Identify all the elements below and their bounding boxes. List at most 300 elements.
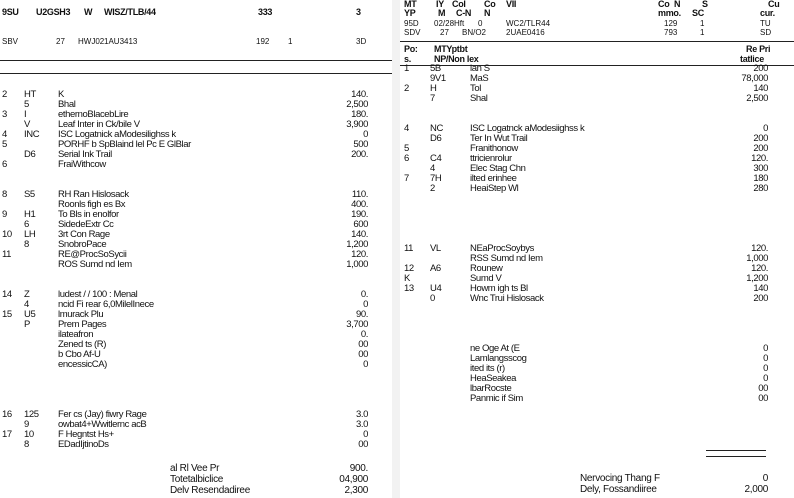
line-item-material: 9 [24, 420, 29, 430]
header-cell: M [438, 8, 446, 18]
line-item-material: 4 [24, 300, 29, 310]
line-item-position: 1 [404, 64, 409, 74]
line-item-material: NC [430, 124, 443, 134]
header-cell: YP [404, 8, 416, 18]
line-item-row [400, 374, 794, 384]
line-item-position: 5 [2, 140, 7, 150]
line-item-price: 200 [753, 64, 768, 74]
line-item-row [0, 180, 392, 190]
line-item-material: V [24, 120, 30, 130]
line-item-price: 200 [753, 134, 768, 144]
line-item-price: 00 [358, 440, 368, 450]
line-item-row [0, 100, 392, 110]
line-item-description: Howm igh ts Bl [470, 284, 528, 294]
line-item-price: 110. [351, 190, 368, 200]
line-item-row [400, 394, 794, 404]
line-item-description: ROS Sumd nd Iem [58, 260, 132, 270]
total-label: Totetalbiclice [170, 474, 224, 485]
line-item-row [0, 220, 392, 230]
line-item-description: ethernoBlacebLire [58, 110, 129, 120]
line-item-description: SidedeExtr Cc [58, 220, 114, 230]
sub-cell: 192 [256, 37, 270, 46]
line-item-price: 200. [351, 150, 368, 160]
line-item-price: 78,000 [741, 74, 768, 84]
header-cell: cur. [760, 8, 775, 18]
line-item-row [0, 420, 392, 430]
line-item-row [0, 190, 392, 200]
line-item-row [0, 380, 392, 390]
line-item-row [0, 260, 392, 270]
line-item-description: owbat4+Wwitlernc acB [58, 420, 147, 430]
line-item-row [400, 144, 794, 154]
line-item-description: ne Oge At (E [470, 344, 520, 354]
sub-cell: BN/O2 [462, 28, 487, 37]
line-item-description: HeaSeakea [470, 374, 517, 384]
line-item-material: 8 [24, 440, 29, 450]
line-item-material: D6 [24, 150, 36, 160]
line-item-row [400, 424, 794, 434]
line-item-description: Shal [470, 94, 488, 104]
line-item-description: HeaiStep Wl [470, 184, 519, 194]
line-item-price: 140 [753, 84, 768, 94]
line-item-row [0, 300, 392, 310]
line-item-row [400, 204, 794, 214]
line-item-material: 2 [430, 184, 435, 194]
line-item-row [400, 184, 794, 194]
sub-cell: 3D [356, 37, 367, 46]
line-item-price: 140. [351, 90, 368, 100]
line-item-row [400, 174, 794, 184]
line-item-row [0, 350, 392, 360]
line-item-row [400, 94, 794, 104]
sub-cell: 2UAE0416 [506, 28, 545, 37]
total-label: Dely, Fossandiiree [580, 484, 657, 495]
line-item-price: 120. [751, 154, 768, 164]
line-item-material: D6 [430, 134, 442, 144]
line-item-description: Prem Pages [58, 320, 107, 330]
line-item-row [400, 104, 794, 114]
line-item-description: b Cbo Af-U [58, 350, 101, 360]
sub-cell: 02/28Hft [434, 19, 465, 28]
line-item-description: PORHF b SpBlaind lel Pc E GlBlar [58, 140, 191, 150]
sum-rule [706, 450, 766, 451]
line-item-row [0, 90, 392, 100]
line-item-row [0, 120, 392, 130]
total-value: 2,300 [344, 485, 368, 496]
line-item-position: 6 [404, 154, 409, 164]
header-cell: U2GSH3 [36, 7, 71, 17]
table-rule [0, 60, 392, 61]
line-item-position: 5 [404, 144, 409, 154]
line-item-material: 7H [430, 174, 442, 184]
header-cell: IY [436, 0, 444, 9]
header-cell: VII [506, 0, 517, 9]
line-item-row [400, 234, 794, 244]
line-item-row [400, 214, 794, 224]
right-document-page [400, 0, 794, 498]
sub-cell: 27 [440, 28, 449, 37]
line-item-description: MaS [470, 74, 489, 84]
line-item-price: 300 [753, 164, 768, 174]
line-item-row [400, 154, 794, 164]
line-item-price: 180 [753, 174, 768, 184]
total-row [0, 485, 392, 496]
line-item-material: 7 [430, 94, 435, 104]
line-item-description: Lamlangsscog [470, 354, 527, 364]
line-item-material: Z [24, 290, 30, 300]
line-item-row [400, 344, 794, 354]
line-item-row [400, 304, 794, 314]
line-item-row [400, 334, 794, 344]
line-item-row [400, 194, 794, 204]
line-item-price: 200 [753, 144, 768, 154]
line-item-price: 180. [351, 110, 368, 120]
line-item-material: 4 [430, 164, 435, 174]
line-item-price: 400. [351, 200, 368, 210]
column-header-material: NP/Non lex [434, 54, 479, 64]
line-item-description: K [58, 90, 64, 100]
line-item-price: 1,200 [746, 274, 768, 284]
line-item-price: 3.0 [355, 410, 368, 420]
line-item-description: Leaf Inter in Ck/bile V [58, 120, 140, 130]
line-item-description: Tol [470, 84, 481, 94]
column-header-material: MTYptbt [434, 44, 468, 54]
sub-cell: 1 [700, 28, 705, 37]
line-item-description: ncid Fi rear 6,0MilelInece [58, 300, 154, 310]
line-item-material: A6 [430, 264, 441, 274]
line-item-row [400, 324, 794, 334]
line-item-description: encessicCA) [58, 360, 107, 370]
line-item-material: 6 [24, 220, 29, 230]
line-item-position: 16 [2, 410, 12, 420]
line-item-row [400, 384, 794, 394]
line-item-position: 15 [2, 310, 12, 320]
line-item-description: Rounew [470, 264, 503, 274]
line-item-price: 1,000 [346, 260, 368, 270]
sub-cell: 27 [56, 37, 65, 46]
line-item-material: H [430, 84, 437, 94]
table-rule [0, 73, 392, 74]
line-item-description: Wnc Trui Hislosack [470, 294, 544, 304]
line-item-row [0, 370, 392, 380]
line-item-row [0, 160, 392, 170]
line-item-description: Ter In Wut Trail [470, 134, 528, 144]
line-item-row [0, 320, 392, 330]
line-item-price: 00 [758, 394, 768, 404]
line-item-row [0, 210, 392, 220]
total-label: Nervocing Thang F [580, 473, 660, 484]
line-item-price: 3.0 [355, 420, 368, 430]
line-item-description: ited its (r) [470, 364, 505, 374]
line-item-position: 7 [404, 174, 409, 184]
line-item-row [0, 280, 392, 290]
line-item-position: 4 [404, 124, 409, 134]
line-item-price: 500 [353, 140, 368, 150]
line-item-description: To Bls in enolfor [58, 210, 119, 220]
sub-cell: HWJ02 [78, 37, 105, 46]
sub-cell: 1 [288, 37, 293, 46]
line-item-material: 9V1 [430, 74, 446, 84]
line-item-row [0, 310, 392, 320]
line-item-description: SnobroPace [58, 240, 107, 250]
total-row [400, 462, 794, 473]
line-item-price: 0 [763, 354, 768, 364]
sub-cell: SDV [404, 28, 421, 37]
line-item-row [0, 170, 392, 180]
line-item-price: 0 [763, 374, 768, 384]
line-item-position: 11 [404, 244, 414, 254]
header-cell: N [674, 0, 681, 9]
line-item-description: RE@ProcSoSycii [58, 250, 127, 260]
line-item-row [400, 314, 794, 324]
table-rule [400, 41, 794, 42]
line-item-row [400, 404, 794, 414]
total-label: al Rl Vee Pr [170, 463, 220, 474]
total-value: 0 [762, 473, 768, 484]
line-item-row [400, 274, 794, 284]
line-item-row [400, 84, 794, 94]
line-item-row [0, 270, 392, 280]
sub-cell: SBV [2, 37, 19, 46]
line-item-description: ilateafron [58, 330, 94, 340]
line-item-material: U5 [24, 310, 36, 320]
line-item-description: lbarRocste [470, 384, 512, 394]
line-item-description: FraiWithcow [58, 160, 106, 170]
left-totals [0, 463, 392, 496]
line-item-position: 13 [404, 284, 414, 294]
line-item-row [0, 390, 392, 400]
line-item-price: 00 [758, 384, 768, 394]
line-item-row [0, 110, 392, 120]
right-totals [400, 462, 794, 495]
line-item-material: 10 [24, 430, 34, 440]
line-item-price: 120. [351, 250, 368, 260]
total-row [400, 484, 794, 495]
line-item-row [400, 364, 794, 374]
sub-cell: 1 [700, 19, 705, 28]
header-cell: C-N [456, 8, 472, 18]
line-item-material: 5B [430, 64, 441, 74]
line-item-description: ilted erinhee [470, 174, 517, 184]
line-item-price: 0 [363, 430, 368, 440]
line-item-row [0, 410, 392, 420]
line-item-row [0, 140, 392, 150]
column-header-price: tatlice [740, 54, 764, 64]
line-item-price: 200 [753, 294, 768, 304]
line-item-row [0, 330, 392, 340]
column-header-price: Re Pri [746, 44, 771, 54]
line-item-row [0, 340, 392, 350]
line-item-material: VL [430, 244, 441, 254]
line-item-row [0, 440, 392, 450]
line-item-price: 0 [363, 300, 368, 310]
sub-cell: 95D [404, 19, 419, 28]
line-item-price: 00 [358, 340, 368, 350]
column-header-pos: s. [404, 54, 411, 64]
line-item-price: 0. [360, 330, 368, 340]
line-item-price: 0 [363, 130, 368, 140]
line-item-price: 1,000 [746, 254, 768, 264]
header-cell: Col [452, 0, 466, 9]
header-cell: Co [484, 0, 496, 9]
sub-cell: TU [760, 19, 771, 28]
line-item-position: K [404, 274, 410, 284]
line-item-description: Panmic if Sim [470, 394, 523, 404]
header-cell: S [702, 0, 708, 9]
line-item-position: 10 [2, 230, 12, 240]
line-item-row [0, 150, 392, 160]
line-item-position: 6 [2, 160, 7, 170]
line-item-position: 2 [404, 84, 409, 94]
line-item-row [400, 124, 794, 134]
line-item-price: 120. [751, 244, 768, 254]
line-item-material: LH [24, 230, 36, 240]
line-item-row [400, 114, 794, 124]
line-item-row [0, 360, 392, 370]
line-item-description: ttricienrolur [470, 154, 512, 164]
line-item-price: 1,200 [346, 240, 368, 250]
line-item-row [0, 200, 392, 210]
line-item-position: 12 [404, 264, 414, 274]
line-item-description: NEaProcSoybys [470, 244, 534, 254]
line-item-description: Sumd V [470, 274, 502, 284]
line-item-material: 8 [24, 240, 29, 250]
line-item-description: Bhal [58, 100, 76, 110]
sub-cell: SD [760, 28, 772, 37]
line-item-row [400, 244, 794, 254]
line-item-position: 17 [2, 430, 12, 440]
line-item-material: 125 [24, 410, 39, 420]
line-item-position: 4 [2, 130, 7, 140]
total-row [0, 463, 392, 474]
line-item-price: 0. [360, 290, 368, 300]
line-item-description: ludest / / 100 : Menal [58, 290, 138, 300]
line-item-description: Zened ts (R) [58, 340, 106, 350]
line-item-material: P [24, 320, 30, 330]
total-row [400, 473, 794, 484]
line-item-material: HT [24, 90, 36, 100]
sum-rule [706, 456, 766, 457]
line-item-row [0, 130, 392, 140]
header-cell: 3 [356, 7, 361, 17]
line-item-price: 2,500 [746, 94, 768, 104]
line-item-material: 5 [24, 100, 29, 110]
line-item-price: 120. [751, 264, 768, 274]
line-item-price: 140 [753, 284, 768, 294]
line-item-row [0, 250, 392, 260]
line-item-position: 2 [2, 90, 7, 100]
left-line-items [0, 80, 392, 450]
line-item-row [400, 74, 794, 84]
line-item-row [400, 294, 794, 304]
line-item-row [400, 414, 794, 424]
line-item-row [400, 64, 794, 74]
right-line-items [400, 64, 794, 434]
header-cell: 9SU [2, 7, 19, 17]
line-item-description: ISC Logatnick aModesilighss k [58, 130, 176, 140]
line-item-row [0, 240, 392, 250]
sub-cell: 0 [478, 19, 483, 28]
sub-cell: 793 [664, 28, 678, 37]
line-item-description: lan S [470, 64, 490, 74]
line-item-price: 190. [351, 210, 368, 220]
header-cell: Cu [768, 0, 780, 9]
line-item-position: 9 [2, 210, 7, 220]
line-item-material: 0 [430, 294, 435, 304]
line-item-position: 3 [2, 110, 7, 120]
line-item-row [0, 400, 392, 410]
line-item-row [0, 230, 392, 240]
line-item-description: RH Ran Hislosack [58, 190, 129, 200]
line-item-material: I [24, 110, 27, 120]
line-item-row [0, 80, 392, 90]
line-item-description: 3rt Con Rage [58, 230, 110, 240]
total-value: 2,000 [744, 484, 768, 495]
line-item-row [400, 354, 794, 364]
line-item-row [400, 164, 794, 174]
line-item-description: Serial Ink Trail [58, 150, 112, 160]
header-cell: WISZ/TLB/44 [104, 7, 156, 17]
line-item-price: 0 [763, 364, 768, 374]
line-item-row [0, 290, 392, 300]
sub-cell: 1AU3413 [104, 37, 138, 46]
line-item-row [400, 254, 794, 264]
line-item-price: 600 [353, 220, 368, 230]
line-item-position: 11 [2, 250, 12, 260]
line-item-description: F Hegntst Hs+ [58, 430, 114, 440]
left-document-page [0, 0, 392, 498]
line-item-price: 0 [363, 360, 368, 370]
line-item-row [400, 264, 794, 274]
line-item-price: 0 [763, 124, 768, 134]
line-item-description: Franithonow [470, 144, 518, 154]
line-item-material: H1 [24, 210, 36, 220]
line-item-description: ISC Logatnck aModesiighss k [470, 124, 585, 134]
line-item-description: lmurack Plu [58, 310, 104, 320]
line-item-position: 14 [2, 290, 12, 300]
header-cell: W [84, 7, 93, 17]
header-cell: SC [692, 8, 704, 18]
line-item-price: 00 [358, 350, 368, 360]
header-cell: N [484, 8, 491, 18]
line-item-price: 90. [355, 310, 368, 320]
line-item-price: 3,700 [346, 320, 368, 330]
line-item-price: 2,500 [346, 100, 368, 110]
line-item-row [400, 134, 794, 144]
line-item-description: RSS Sumd nd Iem [470, 254, 543, 264]
line-item-row [400, 284, 794, 294]
total-row [0, 474, 392, 485]
line-item-price: 280 [753, 184, 768, 194]
line-item-price: 0 [763, 344, 768, 354]
sub-cell: WC2/TLR44 [506, 19, 551, 28]
total-label: Delv Resendadiree [170, 485, 250, 496]
line-item-row [400, 224, 794, 234]
column-header-pos: Po: [404, 44, 418, 54]
line-item-description: Fer cs (Jay) fiwry Rage [58, 410, 147, 420]
header-cell: mmo. [658, 8, 681, 18]
page-gutter [392, 0, 400, 498]
total-value: 04,900 [339, 474, 368, 485]
line-item-material: U4 [430, 284, 442, 294]
line-item-material: C4 [430, 154, 442, 164]
line-item-price: 3,900 [346, 120, 368, 130]
line-item-material: INC [24, 130, 40, 140]
total-value: 900. [349, 463, 368, 474]
line-item-position: 8 [2, 190, 7, 200]
sub-cell: 129 [664, 19, 678, 28]
header-cell: Co [658, 0, 670, 9]
